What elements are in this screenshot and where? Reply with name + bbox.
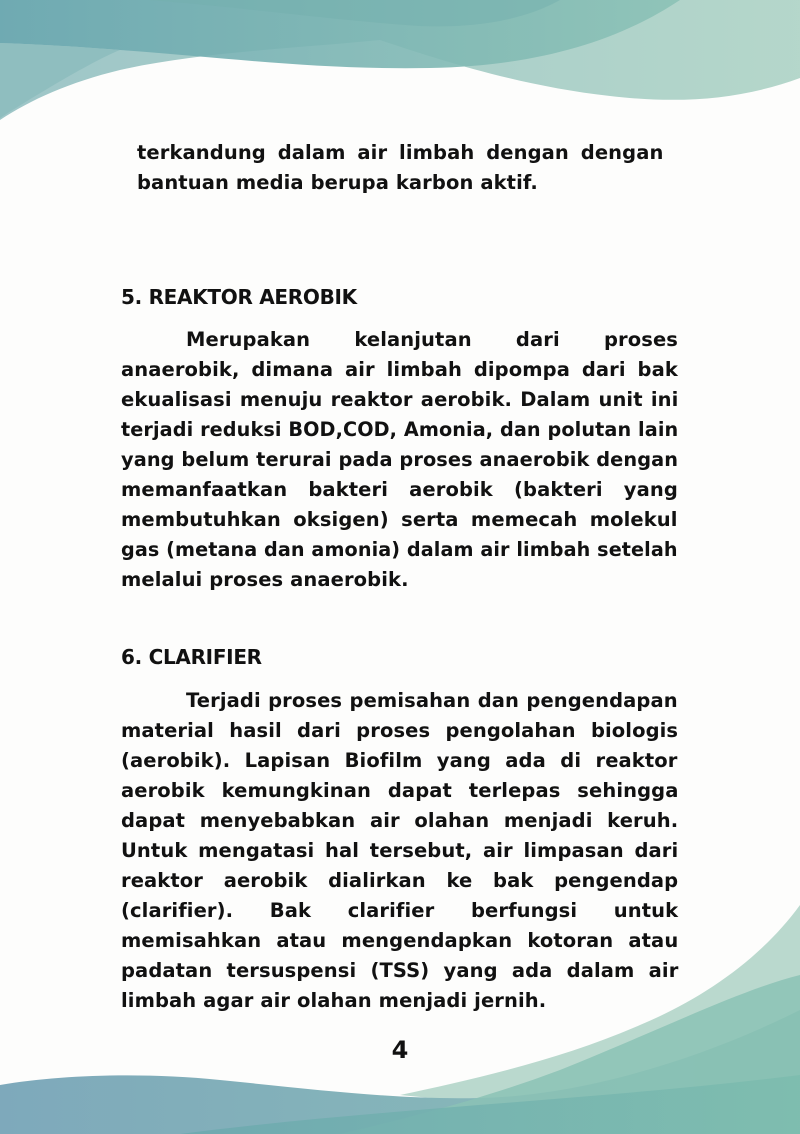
text-line: bantuan media berupa karbon aktif. <box>137 171 538 194</box>
text-line: terjadi reduksi BOD,COD, Amonia, dan polutan lain <box>121 418 679 441</box>
text-line: memisahkan atau mengendapkan kotoran atau <box>121 929 679 952</box>
text-line: (aerobik). Lapisan Biofilm yang ada di reaktor <box>121 749 678 772</box>
section-paragraph-reaktor-aerobik <box>121 325 678 595</box>
text-line: (clarifier). Bak clarifier berfungsi untuk <box>121 899 679 922</box>
text-line: reaktor aerobik dialirkan ke bak pengendap <box>121 869 679 892</box>
text-line: Terjadi proses pemisahan dan pengendapan <box>186 689 678 712</box>
text-line: membutuhkan oksigen) serta memecah molekul <box>121 508 678 531</box>
intro-paragraph <box>137 138 663 198</box>
text-line: ekualisasi menuju reaktor aerobik. Dalam unit ini <box>121 388 679 411</box>
text-line: dapat menyebabkan air olahan menjadi keruh. <box>121 809 679 832</box>
text-line: material hasil dari proses pengolahan biologis <box>121 719 679 742</box>
text-line: gas (metana dan amonia) dalam air limbah setelah <box>121 538 678 561</box>
section-heading-reaktor-aerobik: 5. REAKTOR AEROBIK <box>121 285 357 309</box>
text-line: terkandung dalam air limbah dengan dengan <box>137 141 664 164</box>
text-line: Merupakan kelanjutan dari proses <box>186 328 678 351</box>
text-line: anaerobik, dimana air limbah dipompa dari bak <box>121 358 678 381</box>
text-line: memanfaatkan bakteri aerobik (bakteri yang <box>121 478 678 501</box>
section-heading-clarifier: 6. CLARIFIER <box>121 645 262 669</box>
text-line: limbah agar air olahan menjadi jernih. <box>121 989 547 1012</box>
text-line: Untuk mengatasi hal tersebut, air limpasan dari <box>121 839 679 862</box>
text-line: aerobik kemungkinan dapat terlepas sehingga <box>121 779 679 802</box>
page-number: 4 <box>391 1036 409 1064</box>
section-paragraph-clarifier <box>121 686 678 1016</box>
text-line: padatan tersuspensi (TSS) yang ada dalam air <box>121 959 679 982</box>
text-line: yang belum terurai pada proses anaerobik dengan <box>121 448 679 471</box>
text-line: melalui proses anaerobik. <box>121 568 409 591</box>
